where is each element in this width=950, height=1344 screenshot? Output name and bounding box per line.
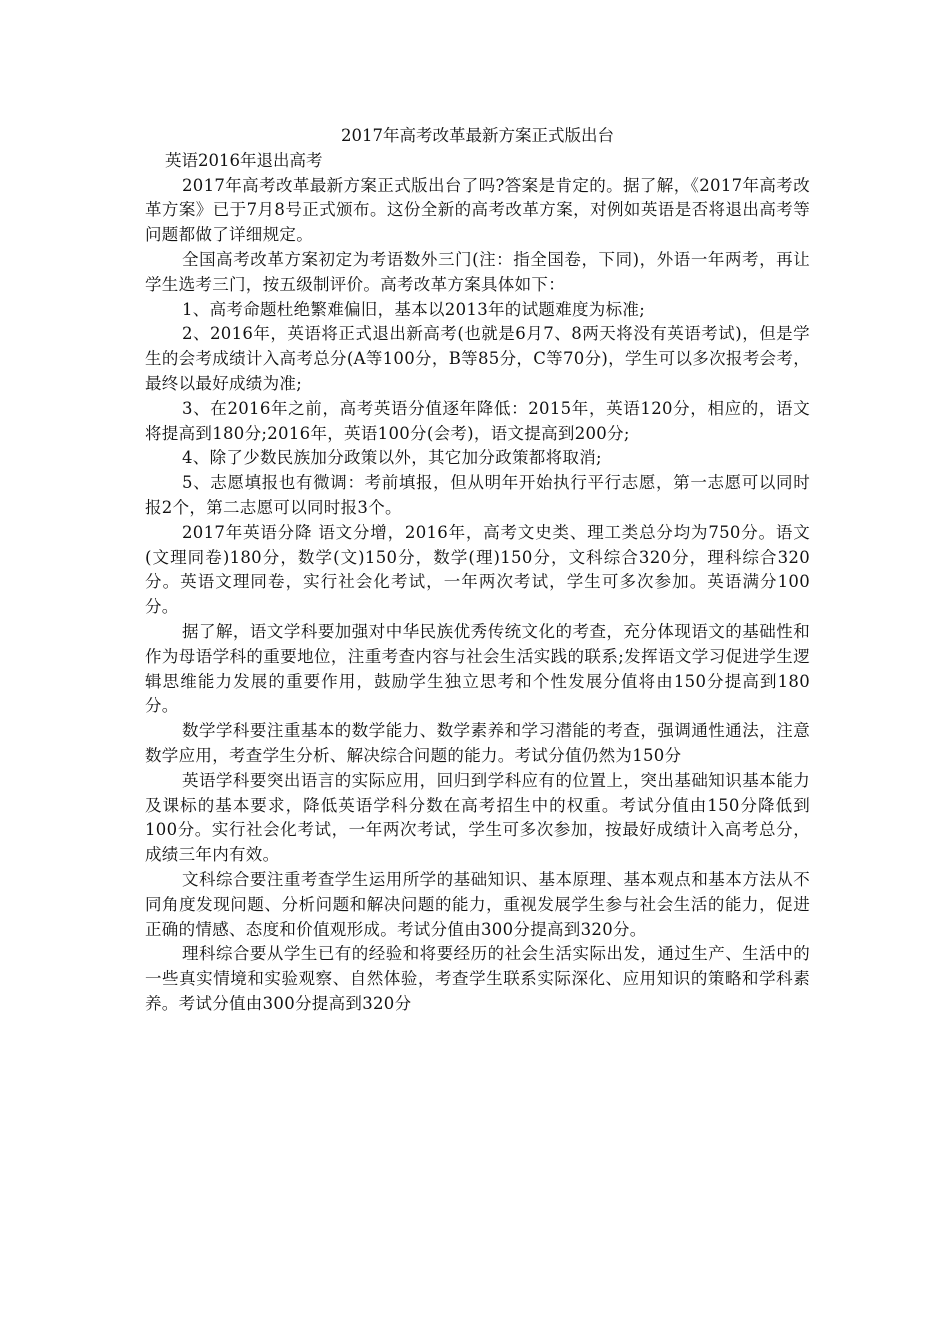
paragraph-item-2: 2、2016年，英语将正式退出新高考(也就是6月7、8两天将没有英语考试)，但是学生的会考成绩计入高考总分(A等100分，B等85分，C等70分)，学生可以多次报考会考，最终以最好成绩为准; (145, 324, 810, 393)
paragraph-item-4: 4、除了少数民族加分政策以外，其它加分政策都将取消; (182, 448, 602, 468)
paragraph-score-changes: 2017年英语分降 语文分增，2016年，高考文史类、理工类总分均为750分。语文(文理同卷)180分，数学(文)150分，数学(理)150分，文科综合320分，理科综合320分。英语文理同卷，实行社会化考试，一年两次考试，学生可多次参加。英语满分100分。 (145, 522, 810, 617)
document-subtitle: 英语2016年退出高考 (165, 150, 323, 170)
paragraph-item-1: 1、高考命题杜绝繁难偏旧，基本以2013年的试题难度为标准; (182, 299, 646, 319)
document-title: 2017年高考改革最新方案正式版出台 (341, 126, 614, 145)
paragraph-math-subject: 数学学科要注重基本的数学能力、数学素养和学习潜能的考查，强调通性通法，注意数学应用，考查学生分析、解决综合问题的能力。考试分值仍然为150分 (145, 721, 810, 765)
paragraph-item-3: 3、在2016年之前，高考英语分值逐年降低：2015年，英语120分，相应的，语文将提高到180分;2016年，英语100分(会考)，语文提高到200分; (145, 398, 810, 443)
document-body (145, 124, 810, 1017)
paragraph-chinese-subject: 据了解，语文学科要加强对中华民族优秀传统文化的考查，充分体现语文的基础性和作为母语学科的重要地位，注重考查内容与社会生活实践的联系;发挥语文学习促进学生逻辑思维能力发展的重要作用，鼓励学生独立思考和个性发展分值将由150分提高到180分。 (145, 621, 810, 716)
paragraph-english-subject: 英语学科要突出语言的实际应用，回归到学科应有的位置上，突出基础知识基本能力及课标的基本要求，降低英语学科分数在高考招生中的权重。考试分值由150分降低到100分。实行社会化考试，一年两次考试，学生可多次参加，按最好成绩计入高考总分，成绩三年内有效。 (145, 770, 810, 865)
paragraph-intro: 2017年高考改革最新方案正式版出台了吗?答案是肯定的。据了解，《2017年高考改革方案》已于7月8号正式颁布。这份全新的高考改革方案，对例如英语是否将退出高考等问题都做了详细规定。 (145, 175, 810, 245)
paragraph-overview: 全国高考改革方案初定为考语数外三门(注：指全国卷，下同)，外语一年两考，再让学生选考三门，按五级制评价。高考改革方案具体如下： (145, 249, 810, 294)
paragraph-science: 理科综合要从学生已有的经验和将要经历的社会生活实际出发，通过生产、生活中的一些真实情境和实验观察、自然体验，考查学生联系实际深化、应用知识的策略和学科素养。考试分值由300分提高到320分 (145, 944, 810, 1013)
paragraph-item-5: 5、志愿填报也有微调：考前填报，但从明年开始执行平行志愿，第一志愿可以同时报2个，第二志愿可以同时报3个。 (145, 473, 810, 517)
paragraph-liberal-arts: 文科综合要注重考查学生运用所学的基础知识、基本原理、基本观点和基本方法从不同角度发现问题、分析问题和解决问题的能力，重视发展学生参与社会生活的能力，促进正确的情感、态度和价值观形成。考试分值由300分提高到320分。 (145, 869, 810, 939)
